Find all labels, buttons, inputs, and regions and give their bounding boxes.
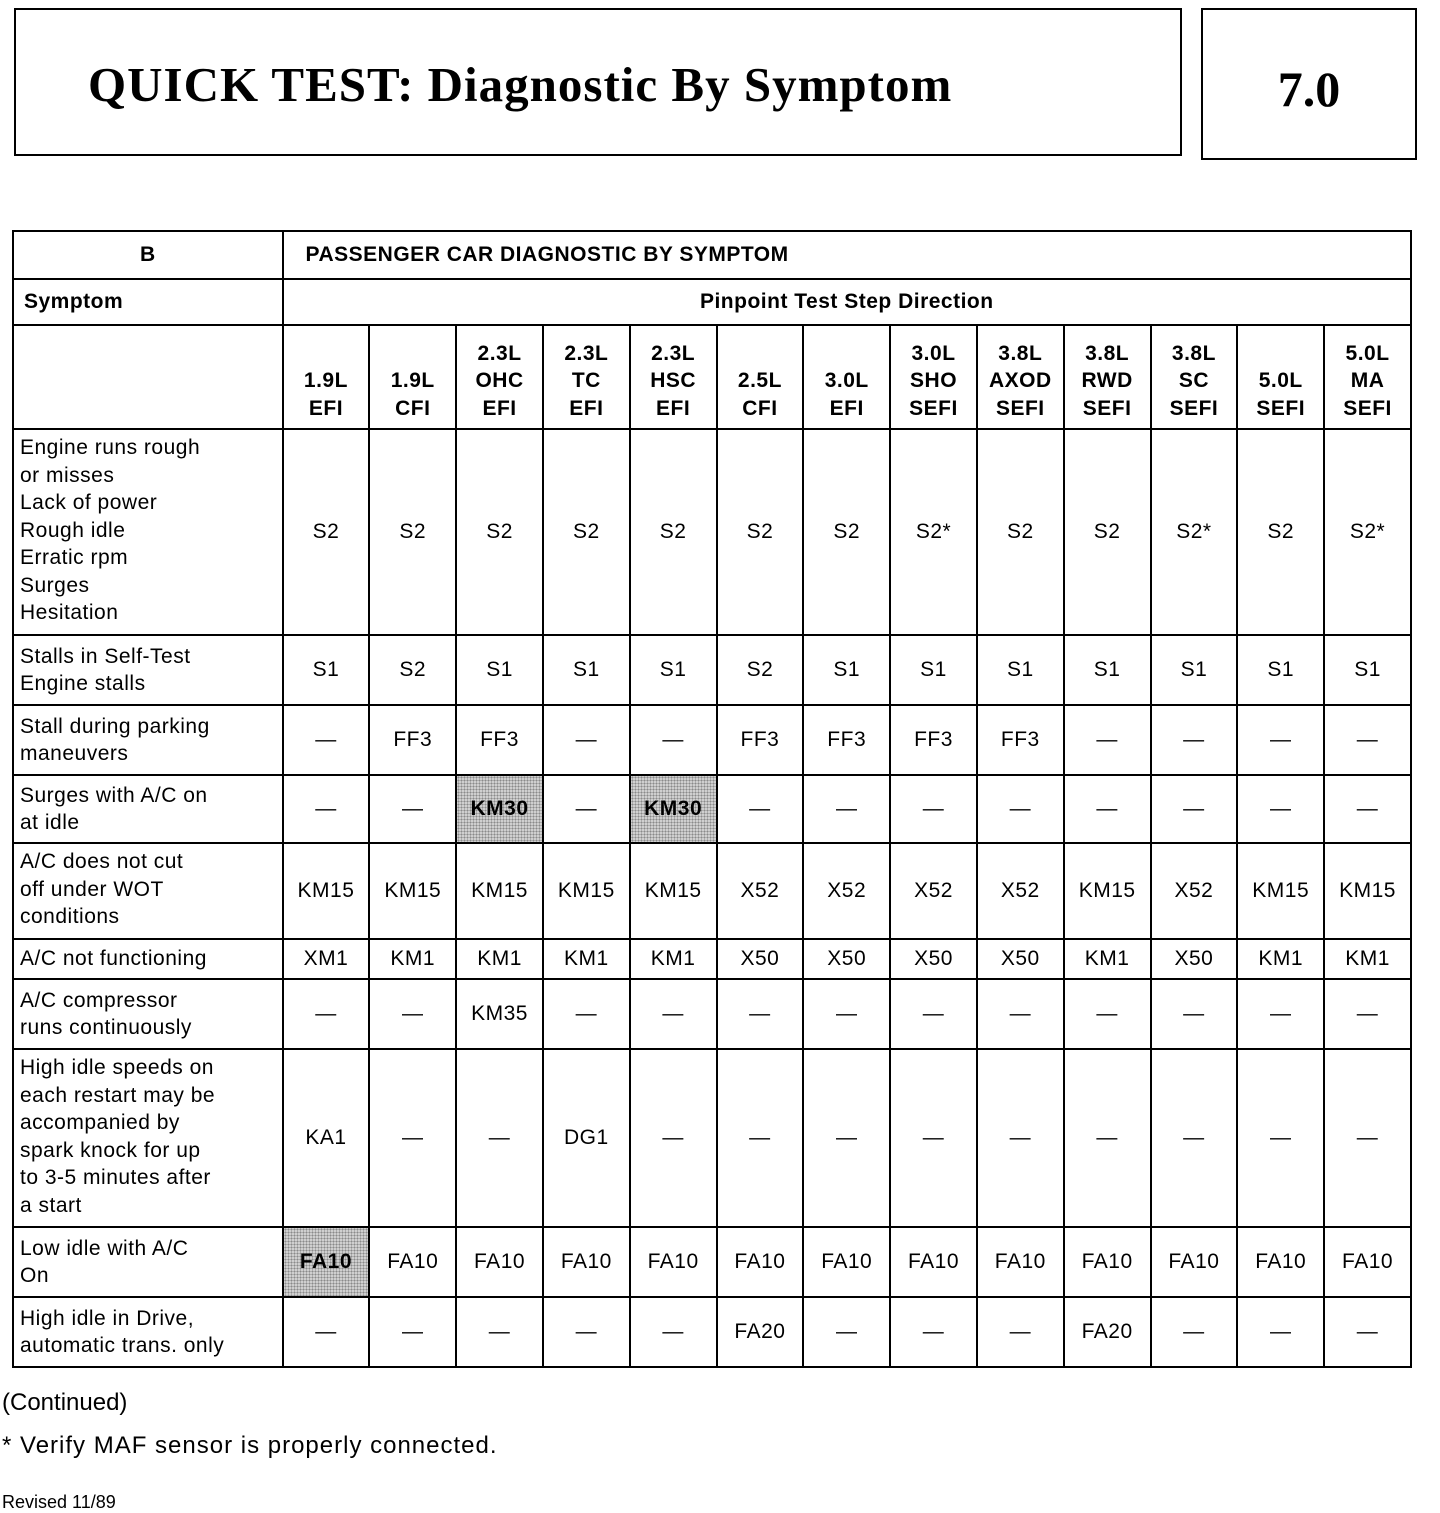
test-step-cell: — xyxy=(1237,1297,1324,1367)
test-step-cell: S2 xyxy=(369,635,456,705)
symptom-cell xyxy=(13,1297,283,1367)
test-step-cell: FF3 xyxy=(717,705,804,775)
table-row xyxy=(13,979,1411,1049)
test-step-cell: S2 xyxy=(717,429,804,635)
engine-header-line: 1.9L xyxy=(303,369,348,392)
engine-header-line: 2.3L xyxy=(477,341,522,365)
test-step-cell: — xyxy=(977,1297,1064,1367)
section-number-box xyxy=(1201,8,1417,160)
page-title: QUICK TEST: Diagnostic By Symptom xyxy=(88,57,953,112)
symptom-cell xyxy=(13,429,283,635)
symptom-cell xyxy=(13,1227,283,1297)
engine-header-line: 3.8L xyxy=(1085,341,1130,365)
engine-header-line: SHO xyxy=(910,369,958,392)
symptom-line: Erratic rpm xyxy=(20,546,129,569)
test-step-cell: — xyxy=(717,979,804,1049)
engine-header-line: 2.5L xyxy=(737,369,782,392)
engine-header-line: SEFI xyxy=(995,396,1045,420)
test-step-cell: FA10 xyxy=(1237,1227,1324,1297)
test-step-cell: FA20 xyxy=(1064,1297,1151,1367)
test-step-cell: FF3 xyxy=(369,705,456,775)
test-step-cell: — xyxy=(1324,775,1411,843)
engine-header-cell xyxy=(1237,325,1324,429)
engine-header-line: SEFI xyxy=(1256,396,1306,420)
test-step-cell: — xyxy=(717,775,804,843)
test-step-cell: — xyxy=(1151,775,1238,843)
symptom-line: to 3-5 minutes after xyxy=(20,1166,211,1189)
engine-header-cell xyxy=(630,325,717,429)
test-step-cell: — xyxy=(1151,705,1238,775)
test-step-cell: X52 xyxy=(1151,843,1238,939)
symptom-line: Low idle with A/C xyxy=(20,1236,189,1260)
test-step-cell: FA10 xyxy=(1151,1227,1238,1297)
symptom-cell xyxy=(13,705,283,775)
column-group-row xyxy=(13,279,1411,325)
engine-header-cell xyxy=(803,325,890,429)
symptom-cell xyxy=(13,939,283,979)
engine-header-line: 2.3L xyxy=(564,341,609,365)
test-step-cell: DG1 xyxy=(543,1049,630,1227)
test-step-cell: — xyxy=(283,705,370,775)
symptom-line: maneuvers xyxy=(20,742,129,765)
engine-header-cell xyxy=(977,325,1064,429)
test-step-cell: S1 xyxy=(1324,635,1411,705)
symptom-line: Surges with A/C on xyxy=(20,783,208,807)
test-step-cell: KM15 xyxy=(1064,843,1151,939)
engine-header-line: EFI xyxy=(308,396,344,420)
test-step-cell: S2 xyxy=(630,429,717,635)
test-step-cell: — xyxy=(369,775,456,843)
test-step-cell: X50 xyxy=(1151,939,1238,979)
table-row xyxy=(13,775,1411,843)
symptom-line: or misses xyxy=(20,463,115,487)
engine-header-line: SEFI xyxy=(1082,396,1132,420)
test-step-cell: — xyxy=(1237,1049,1324,1227)
symptom-cell xyxy=(13,1049,283,1227)
test-step-cell: KM1 xyxy=(369,939,456,979)
test-step-cell: — xyxy=(369,979,456,1049)
test-step-cell: — xyxy=(369,1297,456,1367)
section-number: 7.0 xyxy=(1277,61,1341,117)
test-step-cell: — xyxy=(1324,1297,1411,1367)
test-step-cell: KM15 xyxy=(283,843,370,939)
test-step-cell: X50 xyxy=(803,939,890,979)
test-step-cell: KM15 xyxy=(1324,843,1411,939)
symptom-table xyxy=(12,230,1412,1368)
engine-header-line: SEFI xyxy=(1343,396,1392,420)
test-step-cell: FA10 xyxy=(890,1227,977,1297)
test-step-cell: FA10 xyxy=(283,1227,370,1297)
symptom-line: spark knock for up xyxy=(20,1138,201,1162)
symptom-column-header: Symptom xyxy=(13,279,283,325)
engine-header-cell xyxy=(283,325,370,429)
symptom-line: at idle xyxy=(20,811,80,834)
symptom-line: Engine stalls xyxy=(20,672,146,695)
symptom-line: High idle speeds on xyxy=(20,1056,214,1079)
test-step-cell: — xyxy=(283,1297,370,1367)
test-step-cell: KM35 xyxy=(456,979,543,1049)
test-step-cell: KM15 xyxy=(1237,843,1324,939)
table-row xyxy=(13,429,1411,635)
test-step-cell: — xyxy=(890,1049,977,1227)
test-step-cell: S1 xyxy=(1151,635,1238,705)
test-step-cell: — xyxy=(456,1049,543,1227)
symptom-cell xyxy=(13,775,283,843)
engine-header-line: MA xyxy=(1350,369,1385,392)
test-step-cell: FF3 xyxy=(456,705,543,775)
engine-header-line: EFI xyxy=(482,396,517,420)
test-step-cell: S1 xyxy=(630,635,717,705)
test-step-cell: — xyxy=(1151,979,1238,1049)
test-step-cell: X50 xyxy=(977,939,1064,979)
continued-note: (Continued) xyxy=(2,1389,128,1416)
test-step-cell: S2* xyxy=(1151,429,1238,635)
engine-header-line: 3.8L xyxy=(1171,341,1216,365)
test-step-cell: — xyxy=(1324,1049,1411,1227)
table-title-row xyxy=(13,231,1411,279)
test-step-cell: FA10 xyxy=(1064,1227,1151,1297)
test-step-cell: KM15 xyxy=(369,843,456,939)
test-step-cell: — xyxy=(369,1049,456,1227)
engine-header-cell xyxy=(456,325,543,429)
test-step-cell: KM1 xyxy=(630,939,717,979)
test-step-cell: — xyxy=(890,979,977,1049)
engine-header-line: TC xyxy=(571,369,601,392)
test-step-cell: — xyxy=(630,705,717,775)
test-step-cell: S1 xyxy=(283,635,370,705)
test-step-cell: — xyxy=(1064,705,1151,775)
symptom-line: Surges xyxy=(20,573,90,597)
title-box xyxy=(14,8,1182,156)
test-step-cell: KM1 xyxy=(1324,939,1411,979)
engine-header-cell xyxy=(1151,325,1238,429)
test-step-cell: — xyxy=(283,775,370,843)
engine-header-cell xyxy=(543,325,630,429)
engine-header-line: RWD xyxy=(1081,369,1133,392)
test-step-cell: KA1 xyxy=(283,1049,370,1227)
test-step-cell: S1 xyxy=(1064,635,1151,705)
engine-header-line: SEFI xyxy=(909,396,958,420)
footnote: * Verify MAF sensor is properly connected. xyxy=(2,1432,498,1459)
test-step-cell: — xyxy=(1064,979,1151,1049)
test-step-cell: — xyxy=(543,1297,630,1367)
test-step-cell: FA10 xyxy=(543,1227,630,1297)
test-step-cell: FA10 xyxy=(1324,1227,1411,1297)
revision-date: Revised 11/89 xyxy=(2,1492,116,1512)
engine-header-line: 3.8L xyxy=(998,341,1043,365)
engine-header-line: SC xyxy=(1178,369,1209,392)
engine-header-cell xyxy=(369,325,456,429)
test-step-cell: S2 xyxy=(283,429,370,635)
engine-header-line: EFI xyxy=(569,396,604,420)
test-step-cell: S1 xyxy=(977,635,1064,705)
symptom-line: accompanied by xyxy=(20,1111,180,1134)
test-step-cell: — xyxy=(1324,979,1411,1049)
engine-header-line: AXOD xyxy=(988,369,1052,392)
test-step-cell: — xyxy=(630,979,717,1049)
test-step-cell: XM1 xyxy=(283,939,370,979)
test-step-cell: KM1 xyxy=(456,939,543,979)
symptom-line: automatic trans. only xyxy=(20,1334,225,1357)
pinpoint-column-header: Pinpoint Test Step Direction xyxy=(283,279,1411,325)
engine-header-row xyxy=(13,325,1411,429)
test-step-cell: KM1 xyxy=(1237,939,1324,979)
test-step-cell: X50 xyxy=(717,939,804,979)
symptom-line: off under WOT xyxy=(20,877,164,901)
test-step-cell: X50 xyxy=(890,939,977,979)
engine-header-line: OHC xyxy=(475,369,524,392)
engine-header-line: CFI xyxy=(742,396,778,420)
test-step-cell: — xyxy=(717,1049,804,1227)
test-step-cell: S2 xyxy=(977,429,1064,635)
symptom-line: Lack of power xyxy=(20,491,158,514)
test-step-cell: — xyxy=(1324,705,1411,775)
test-step-cell: — xyxy=(283,979,370,1049)
test-step-cell: KM30 xyxy=(630,775,717,843)
symptom-line: runs continuously xyxy=(20,1016,192,1039)
test-step-cell: KM15 xyxy=(456,843,543,939)
test-step-cell: S2 xyxy=(543,429,630,635)
test-step-cell: S2 xyxy=(803,429,890,635)
test-step-cell: — xyxy=(977,775,1064,843)
test-step-cell: X52 xyxy=(977,843,1064,939)
test-step-cell: — xyxy=(630,1297,717,1367)
engine-header-line: CFI xyxy=(395,396,431,420)
test-step-cell: — xyxy=(456,1297,543,1367)
test-step-cell: — xyxy=(1151,1297,1238,1367)
engine-header-cell xyxy=(1324,325,1411,429)
test-step-cell: FF3 xyxy=(890,705,977,775)
engine-header-cell xyxy=(1064,325,1151,429)
test-step-cell: — xyxy=(1064,775,1151,843)
test-step-cell: FA10 xyxy=(456,1227,543,1297)
test-step-cell: S2 xyxy=(456,429,543,635)
symptom-cell xyxy=(13,635,283,705)
test-step-cell: S2 xyxy=(1237,429,1324,635)
engine-header-line: EFI xyxy=(656,396,691,420)
test-step-cell: S1 xyxy=(803,635,890,705)
test-step-cell: FA20 xyxy=(717,1297,804,1367)
test-step-cell: FF3 xyxy=(803,705,890,775)
test-step-cell: FA10 xyxy=(369,1227,456,1297)
symptom-line: Stalls in Self-Test xyxy=(20,644,191,668)
table-row xyxy=(13,1049,1411,1227)
symptom-line: a start xyxy=(20,1193,82,1217)
symptom-line: A/C not functioning xyxy=(20,947,207,971)
test-step-cell: X52 xyxy=(717,843,804,939)
engine-header-blank xyxy=(13,325,283,429)
test-step-cell: — xyxy=(803,775,890,843)
test-step-cell: FA10 xyxy=(630,1227,717,1297)
symptom-cell xyxy=(13,979,283,1049)
test-step-cell: KM1 xyxy=(1064,939,1151,979)
test-step-cell: — xyxy=(1151,1049,1238,1227)
test-step-cell: KM15 xyxy=(543,843,630,939)
engine-header-line: 2.3L xyxy=(651,341,696,365)
test-step-cell: — xyxy=(543,979,630,1049)
test-step-cell: FA10 xyxy=(977,1227,1064,1297)
test-step-cell: X52 xyxy=(890,843,977,939)
symptom-line: conditions xyxy=(20,905,120,928)
table-row xyxy=(13,1297,1411,1367)
symptom-line: Engine runs rough xyxy=(20,436,201,459)
table-title: PASSENGER CAR DIAGNOSTIC BY SYMPTOM xyxy=(283,231,1411,279)
test-step-cell: S1 xyxy=(890,635,977,705)
test-step-cell: — xyxy=(803,1297,890,1367)
table-row xyxy=(13,635,1411,705)
table-row xyxy=(13,843,1411,939)
test-step-cell: S1 xyxy=(543,635,630,705)
section-letter: B xyxy=(13,231,283,279)
engine-header-line: HSC xyxy=(650,369,697,392)
engine-header-cell xyxy=(890,325,977,429)
test-step-cell: — xyxy=(1237,775,1324,843)
test-step-cell: — xyxy=(977,1049,1064,1227)
test-step-cell: X52 xyxy=(803,843,890,939)
test-step-cell: — xyxy=(803,1049,890,1227)
symptom-line: Stall during parking xyxy=(20,714,210,738)
symptom-line: Hesitation xyxy=(20,601,119,624)
test-step-cell: S2* xyxy=(890,429,977,635)
engine-header-line: 5.0L xyxy=(1258,369,1303,392)
symptom-line: Rough idle xyxy=(20,518,126,542)
symptom-line: High idle in Drive, xyxy=(20,1306,195,1330)
test-step-cell: — xyxy=(890,775,977,843)
symptom-line: On xyxy=(20,1264,50,1287)
symptom-line: A/C does not cut xyxy=(20,850,184,873)
test-step-cell: — xyxy=(803,979,890,1049)
test-step-cell: KM1 xyxy=(543,939,630,979)
test-step-cell: — xyxy=(977,979,1064,1049)
engine-header-line: 3.0L xyxy=(824,369,869,392)
test-step-cell: — xyxy=(630,1049,717,1227)
test-step-cell: S2 xyxy=(717,635,804,705)
test-step-cell: FF3 xyxy=(977,705,1064,775)
test-step-cell: KM15 xyxy=(630,843,717,939)
test-step-cell: S1 xyxy=(456,635,543,705)
test-step-cell: S2* xyxy=(1324,429,1411,635)
test-step-cell: S2 xyxy=(1064,429,1151,635)
engine-header-line: 5.0L xyxy=(1345,341,1390,365)
test-step-cell: KM30 xyxy=(456,775,543,843)
engine-header-line: EFI xyxy=(829,396,864,420)
test-step-cell: — xyxy=(543,705,630,775)
test-step-cell: — xyxy=(1064,1049,1151,1227)
engine-header-line: SEFI xyxy=(1169,396,1219,420)
symptom-line: each restart may be xyxy=(20,1083,216,1107)
test-step-cell: S2 xyxy=(369,429,456,635)
test-step-cell: FA10 xyxy=(803,1227,890,1297)
table-row xyxy=(13,705,1411,775)
table-row xyxy=(13,1227,1411,1297)
symptom-line: A/C compressor xyxy=(20,988,178,1012)
test-step-cell: S1 xyxy=(1237,635,1324,705)
engine-header-line: 3.0L xyxy=(911,341,956,365)
test-step-cell: FA10 xyxy=(717,1227,804,1297)
engine-header-line: 1.9L xyxy=(390,369,435,392)
test-step-cell: — xyxy=(890,1297,977,1367)
test-step-cell: — xyxy=(543,775,630,843)
test-step-cell: — xyxy=(1237,705,1324,775)
test-step-cell: — xyxy=(1237,979,1324,1049)
engine-header-cell xyxy=(717,325,804,429)
table-row xyxy=(13,939,1411,979)
symptom-cell xyxy=(13,843,283,939)
